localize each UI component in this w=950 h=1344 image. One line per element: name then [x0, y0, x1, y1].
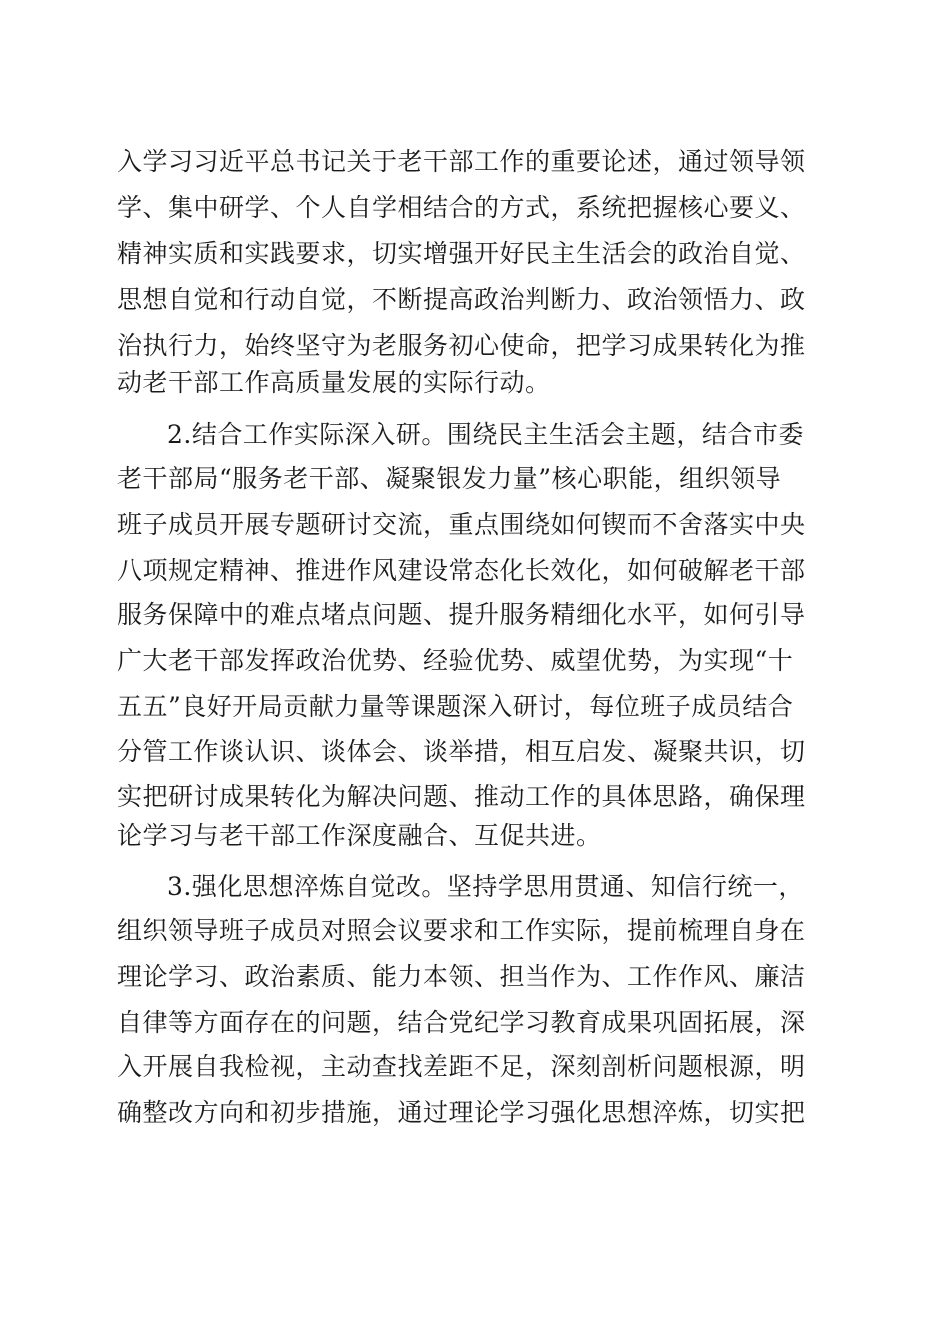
- text-line: 学、集中研学、个人自学相结合的方式，系统把握核心要义、: [117, 193, 806, 222]
- text-line: 八项规定精神、推进作风建设常态化长效化，如何破解老干部: [117, 556, 806, 585]
- text-line: 论学习与老干部工作深度融合、互促共进。: [117, 821, 602, 850]
- text-line: 老干部局“服务老干部、凝聚银发力量”核心职能，组织领导: [117, 464, 782, 493]
- text-line: 入学习习近平总书记关于老干部工作的重要论述，通过领导领: [117, 147, 806, 176]
- text-line: 班子成员开展专题研讨交流，重点围绕如何锲而不舍落实中央: [117, 510, 806, 539]
- paragraph-3-first-line: 3.强化思想淬炼自觉改。坚持学思用贯通、知信行统一，: [167, 872, 804, 901]
- text-line: 精神实质和实践要求，切实增强开好民主生活会的政治自觉、: [117, 239, 806, 268]
- text-line: 思想自觉和行动自觉，不断提高政治判断力、政治领悟力、政: [117, 285, 806, 314]
- paragraph-2-first-line: 2.结合工作实际深入研。围绕民主生活会主题，结合市委: [167, 420, 804, 449]
- text-line: 入开展自我检视，主动查找差距不足，深刻剖析问题根源，明: [117, 1052, 806, 1081]
- text-line: 治执行力，始终坚守为老服务初心使命，把学习成果转化为推: [117, 331, 806, 360]
- text-line: 确整改方向和初步措施，通过理论学习强化思想淬炼，切实把: [117, 1098, 806, 1127]
- text-line: 分管工作谈认识、谈体会、谈举措，相互启发、凝聚共识，切: [117, 737, 806, 766]
- text-line: 动老干部工作高质量发展的实际行动。: [117, 368, 551, 397]
- text-line: 理论学习、政治素质、能力本领、担当作为、工作作风、廉洁: [117, 962, 806, 991]
- text-line: 实把研讨成果转化为解决问题、推动工作的具体思路，确保理: [117, 782, 806, 811]
- text-line: 自律等方面存在的问题，结合党纪学习教育成果巩固拓展，深: [117, 1008, 806, 1037]
- text-line: 组织领导班子成员对照会议要求和工作实际，提前梳理自身在: [117, 916, 806, 945]
- text-line: 服务保障中的难点堵点问题、提升服务精细化水平，如何引导: [117, 600, 806, 629]
- text-line: 广大老干部发挥政治优势、经验优势、威望优势，为实现“十: [117, 646, 794, 675]
- text-line: 五五”良好开局贡献力量等课题深入研讨，每位班子成员结合: [117, 692, 794, 721]
